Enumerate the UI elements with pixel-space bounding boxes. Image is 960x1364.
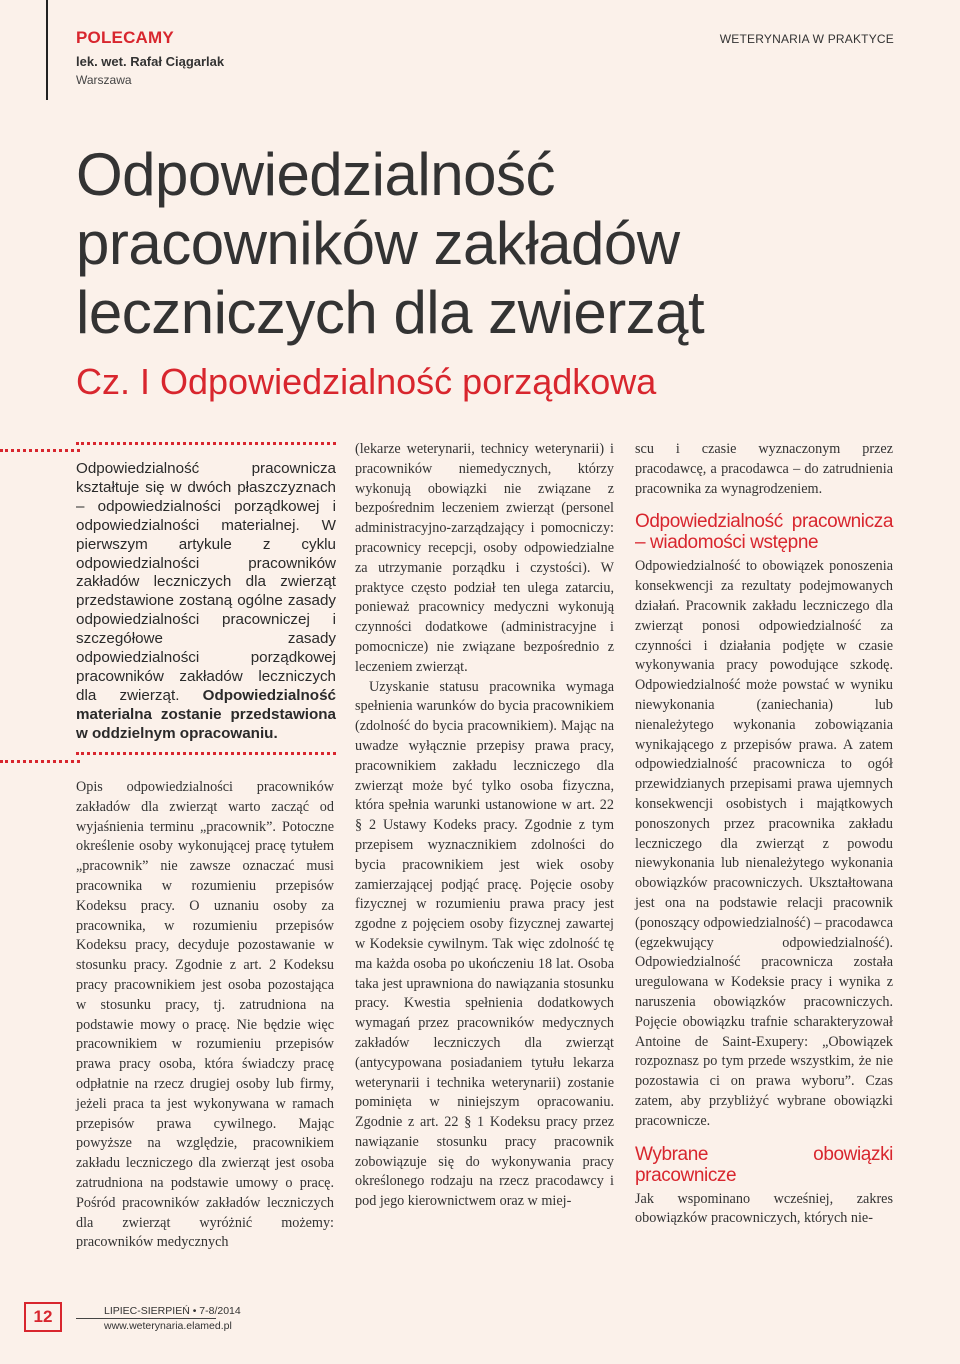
dotted-rule-bottom <box>76 752 336 755</box>
article-lead <box>76 460 336 744</box>
section-heading: Odpowiedzialność pracownicza – wiadomości wstępne <box>635 511 893 554</box>
footer-rule <box>76 1318 216 1319</box>
article-subtitle: Cz. I Odpowiedzialność porządkowa <box>76 361 657 402</box>
dotted-rule-left-bottom <box>0 760 80 763</box>
paragraph: Jak wspominano wcześniej, zakres obowiązków pracowniczych, których nie- <box>635 1190 893 1227</box>
lead-text-bold: Odpowiedzialność materialna zostanie przedstawiona w oddzielnym opracowaniu. <box>76 686 336 742</box>
text-column-1 <box>76 778 334 1253</box>
title-line: leczniczych dla zwierząt <box>76 279 705 346</box>
paragraph: Uzyskanie statusu pracownika wymaga spełnienia warunków do bycia pracownikiem (zdolność do bycia pracownikiem). Mając na uwadze wyłącznie przepisy prawa pracy, pracownikiem zakładu leczniczego dla zwierząt może być tylko osoba fizyczna, która spełnia warunki ustanowione w art. 22 § 2 Ustawy Kodeks pracy. Zgodnie z tym przepisem wyznacznikiem zdolności do bycia pracownikiem jest wiek osoby zamierzającej podjąć pracę. Pojęcie osoby fizycznej w rozumieniu prawa pracy jest zgodne z pojęciem osoby fizycznej zawartej w Kodeksie cywilnym. Tak więc zdolność tę ma każda osoba po ukończeniu 18 lat. Osoba taka jest uprawniona do nawiązania stosunku pracy. Kwestia spełnienia dodatkowych wymagań przez pracowników medycznych zakładów leczniczych dla zwierząt (antycypowana posiadaniem tytułu lekarza weterynarii i technika weterynarii) zostanie pominięta w niniejszym opracowaniu. Zgodnie z art. 22 § 1 Kodeksu pracy przez nawiązanie stosunku pracy pracownik zobowiązuje się do wykonywania pracy określonego rodzaju na rzecz pracodawcy i pod jego kierownictwem oraz w miej- <box>355 678 614 1210</box>
page-number: 12 <box>24 1302 62 1332</box>
section-label: POLECAMY <box>76 28 174 47</box>
paragraph: Odpowiedzialność to obowiązek ponoszenia konsekwencji za rezultaty podejmowanych działań. Pracownik zakładu leczniczego dla zwierząt ponosi odpowiedzialność za czynności i działania podjęte w czasie wykonywania pracy powodujące szkodę. Odpowiedzialność może powstać w wyniku niewykonania (zaniechania) lub nienależytego wykonania zobowiązania wynikającego z przepisów prawa. A zatem odpowiedzialność pracownicza to ogół przewidzianych przepisami prawa ujemnych konsekwencji osobistych i majątkowych ponoszonych przez pracownika zakładu leczniczego dla zwierząt z powodu niewykonania lub nienależytego wykonania obowiązków pracowniczych. Ukształtowana jest ona na podstawie relacji pracownik (ponoszący odpowiedzialność) – pracodawca (egzekwujący odpowiedzialność). Odpowiedzialność pracownicza została uregulowana w Kodeksie pracy i wynika z naruszenia obowiązków pracowniczych. Pojęcie obowiązku trafnie scharakteryzował Antoine de Saint-Exupery: „Obowiązek rozpoznasz po tym przede wszystkim, że nie pozostawia ci on prawa wyboru”. Czas zatem, aby przybliżyć wybrane obowiązki pracownicze. <box>635 558 893 1129</box>
paragraph: Opis odpowiedzialności pracowników zakładów dla zwierząt warto zacząć od wyjaśnienia terminu „pracownik”. Potoczne określenie osoby wykonującej pracę tytułem „pracownik” nie zawsze oznaczać musi pracownika w rozumieniu przepisów Kodeksu pracy. O uznaniu osoby za pracownika, w rozumieniu przepisów Kodeksu pracy, decyduje pozostawanie w stosunku pracy. Zgodnie z art. 2 Kodeksu pracy pracownikiem jest osoba pozostająca w stosunku pracy, tj. zatrudniona na podstawie mowy o pracę. Nie będzie więc pracownikiem w rozumieniu przepisów prawa pracy osoba, która świadczy pracę odpłatnie na rzecz drugiej osoby lub firmy, jeżeli praca ta jest wykonywana w ramach przepisów prawa cywilnego. Mając powyższe na względzie, pracownikiem zakładu leczniczego dla zwierząt jest osoba zatrudniona na podstawie umowy o pracę. Pośród pracowników zakładów leczniczych dla zwierząt wyróżnić możemy: pracowników medycznych <box>76 779 334 1251</box>
paragraph: (lekarze weterynarii, technicy weterynarii) i pracowników niemedycznych, którzy wykonują obowiązki nie związane z bezpośrednim leczeniem zwierząt (personel administracyjno-zarządzający i pomocniczy: pracownicy recepcji, osoby odpowiedzialne za utrzymanie porządku i czystości). W praktyce często podział ten ulega zatarciu, ponieważ pracownicy medyczni wykonują czynności dodatkowe (administracyjne i pomocnicze) nie związane bezpośrednio z leczeniem zwierząt. <box>355 441 614 675</box>
magazine-name: WETERYNARIA W PRAKTYCE <box>719 32 894 46</box>
text-column-3 <box>635 440 893 1229</box>
paragraph: scu i czasie wyznaczonym przez pracodawcę, a pracodawca – do zatrudnienia pracownika za wynagrodzeniem. <box>635 441 893 497</box>
title-line: Odpowiedzialność <box>76 141 555 208</box>
dotted-rule-left-top <box>0 449 80 452</box>
text-column-2 <box>355 440 614 1212</box>
author-name: lek. wet. Rafał Ciągarlak <box>76 54 225 69</box>
lead-text: Odpowiedzialność pracownicza kształtuje się w dwóch płaszczyznach – odpowiedzialności porządkowej i odpowiedzialności materialnej. W pierwszym artykule z cyklu odpowiedzialności pracowników zakładów leczniczych dla zwierząt przedstawione zostaną ogólne zasady odpowiedzialności pracowniczej i szczegółowe zasady odpowiedzialności porządkowej pracowników zakładów leczniczych dla zwierząt. <box>76 460 336 704</box>
section-heading: Wybrane obowiązki pracownicze <box>635 1143 893 1186</box>
footer-url: www.weterynaria.elamed.pl <box>104 1320 232 1332</box>
article-title <box>76 140 896 347</box>
footer-issue: LIPIEC-SIERPIEŃ • 7-8/2014 <box>104 1305 241 1317</box>
title-line: pracowników zakładów <box>76 210 680 277</box>
header-rule <box>46 0 48 100</box>
author-city: Warszawa <box>76 73 132 87</box>
dotted-rule-top <box>76 442 336 445</box>
